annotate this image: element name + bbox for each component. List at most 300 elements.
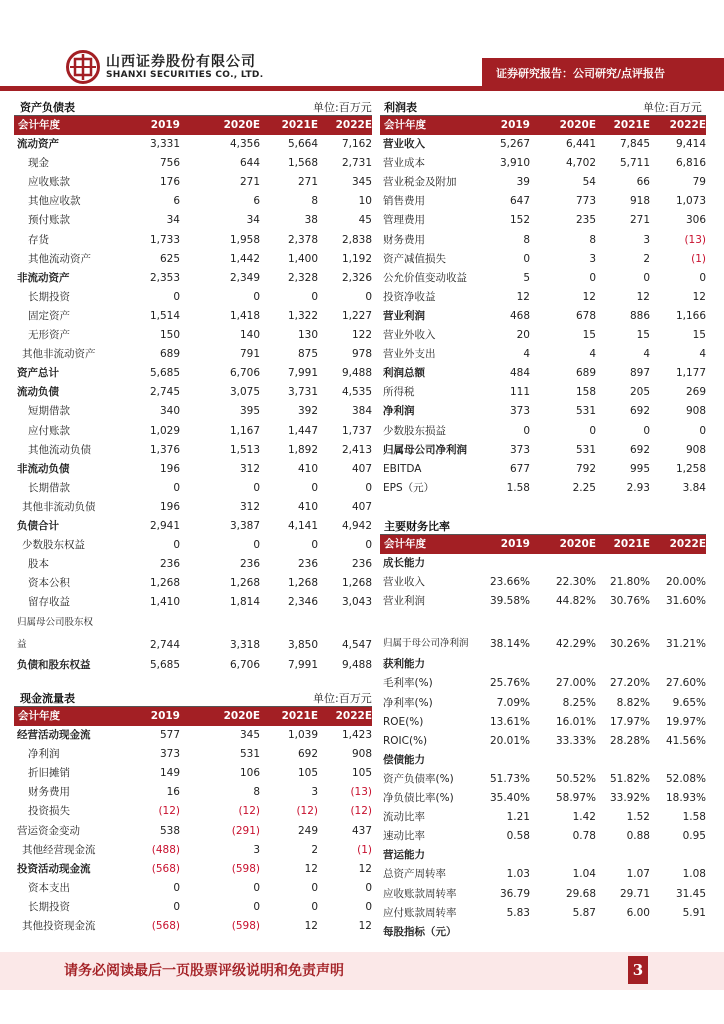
table-row	[380, 732, 706, 751]
cell-value: 5,711	[619, 157, 650, 170]
header-label: 会计年度	[14, 707, 126, 726]
cell-value: 1.03	[506, 868, 530, 881]
row-label: 长期投资	[28, 900, 70, 913]
cell-value: 15	[636, 329, 650, 342]
cell-value: 54	[582, 176, 596, 189]
cell-value: 20	[516, 329, 530, 342]
cell-value: 0	[173, 900, 180, 913]
row-label: EBITDA	[383, 462, 422, 475]
table-row	[14, 345, 372, 364]
table-row	[380, 173, 706, 192]
row-label: 股本	[28, 558, 49, 571]
cell-value: 0	[589, 424, 596, 437]
cell-value: 0	[699, 424, 706, 437]
cell-value: 8	[253, 786, 260, 799]
table-row	[380, 611, 706, 633]
row-label: 应付账款周转率	[383, 906, 457, 919]
cell-value: 0	[311, 539, 318, 552]
row-label: 投资净收益	[383, 290, 436, 303]
footer-disclaimer: 请务必阅读最后一页股票评级说明和免责声明	[64, 963, 344, 979]
row-label: 非流动资产	[17, 271, 70, 284]
cell-value: (598)	[231, 862, 260, 875]
cell-value	[180, 612, 260, 634]
cell-value: 1,400	[287, 252, 318, 265]
cell-value: (1)	[691, 252, 706, 265]
cell-value: 0	[643, 424, 650, 437]
row-label: 其他应收款	[28, 195, 81, 208]
header-year: 2022E	[650, 535, 706, 554]
table-row	[380, 885, 706, 904]
table-row	[380, 751, 706, 770]
cell-value: 1.21	[506, 811, 530, 824]
cell-value: 12	[304, 920, 318, 933]
cell-value: 10	[358, 195, 372, 208]
table-row	[14, 211, 372, 230]
cell-value: 484	[509, 367, 530, 380]
cell-value: 1,376	[149, 443, 180, 456]
cell-value: 692	[629, 443, 650, 456]
cell-value: 3	[643, 233, 650, 246]
cell-value	[650, 846, 706, 865]
row-label: 净利润	[28, 748, 60, 761]
cell-value	[530, 846, 596, 865]
cell-value: 1,733	[149, 233, 180, 246]
table-row	[14, 555, 372, 574]
income-statement-unit: 单位:百万元	[643, 101, 702, 114]
cell-value: 236	[239, 558, 260, 571]
cell-value: 677	[509, 462, 530, 475]
cell-value: 897	[629, 367, 650, 380]
ratios-title: 主要财务比率	[384, 520, 450, 533]
table-row	[14, 593, 372, 612]
cell-value: 9.65%	[672, 696, 706, 709]
cell-value: 395	[239, 405, 260, 418]
cell-value: 1,958	[229, 233, 260, 246]
table-row	[380, 904, 706, 923]
cell-value: 130	[297, 329, 318, 342]
cell-value: 140	[239, 329, 260, 342]
cashflow-unit: 单位:百万元	[313, 692, 372, 705]
cell-value: 271	[239, 176, 260, 189]
table-row	[380, 307, 706, 326]
table-row	[380, 345, 706, 364]
row-label: 归属于母公司净利润	[383, 638, 469, 650]
cell-value: 51.73%	[489, 772, 530, 785]
cell-value: 0	[365, 539, 372, 552]
cell-value: 33.92%	[609, 792, 650, 805]
cell-value: 2,326	[341, 271, 372, 284]
cell-value: 689	[159, 348, 180, 361]
cell-value: 625	[159, 252, 180, 265]
page-number: 3	[628, 956, 648, 984]
cell-value: 3,387	[229, 519, 260, 532]
row-label: 应收账款	[28, 176, 70, 189]
row-label: 每股指标（元）	[383, 925, 457, 938]
cell-value: 1,268	[229, 577, 260, 590]
cell-value: 158	[575, 386, 596, 399]
cell-value: 345	[351, 176, 372, 189]
table-row	[380, 154, 706, 173]
row-label: 流动负债	[17, 386, 59, 399]
cell-value: 15	[692, 329, 706, 342]
cell-value	[318, 612, 372, 634]
table-row	[14, 135, 372, 154]
cell-value: 16.01%	[555, 715, 596, 728]
company-logo-icon	[66, 50, 100, 84]
cell-value: 538	[159, 824, 180, 837]
cell-value: 105	[351, 767, 372, 780]
table-row	[380, 633, 706, 655]
row-label: 其他非流动资产	[22, 348, 96, 361]
cell-value: 51.82%	[609, 772, 650, 785]
table-row	[14, 250, 372, 269]
cell-value: 23.66%	[489, 576, 530, 589]
row-label: 营业利润	[383, 595, 425, 608]
cell-value: 7,991	[287, 367, 318, 380]
row-label: 营业外收入	[383, 329, 436, 342]
cell-value: 2	[311, 843, 318, 856]
cell-value: 20.01%	[489, 734, 530, 747]
cell-value: 12	[636, 290, 650, 303]
cell-value	[530, 923, 596, 942]
row-label: 其他流动资产	[28, 252, 91, 265]
cell-value: 0	[173, 881, 180, 894]
row-label: 其他非流动负债	[22, 500, 96, 513]
table-row	[14, 634, 372, 656]
row-label: 资产负债率(%)	[383, 772, 454, 785]
table-row	[380, 554, 706, 573]
cell-value	[530, 751, 596, 770]
row-label: 其他经营现金流	[22, 843, 96, 856]
cell-value: 2,328	[287, 271, 318, 284]
table-row	[14, 364, 372, 383]
cell-value: 5,664	[287, 138, 318, 151]
row-label: 资本支出	[28, 881, 70, 894]
cell-value: 0	[699, 271, 706, 284]
cell-value	[650, 751, 706, 770]
row-label: 销售费用	[383, 195, 425, 208]
header-label: 会计年度	[14, 116, 126, 135]
table-header-row	[380, 535, 706, 554]
header-year: 2020E	[530, 116, 596, 135]
cell-value: 0.58	[506, 830, 530, 843]
row-label: 短期借款	[28, 405, 70, 418]
cell-value	[596, 655, 650, 674]
row-label: 营业收入	[383, 138, 425, 151]
cell-value: 38.14%	[489, 638, 530, 651]
cell-value: 3,731	[287, 386, 318, 399]
cell-value: 1,410	[149, 596, 180, 609]
table-row	[380, 592, 706, 611]
cell-value: 50.52%	[555, 772, 596, 785]
cell-value: 36.79	[499, 887, 530, 900]
header-label: 会计年度	[380, 535, 488, 554]
cell-value: 8	[523, 233, 530, 246]
row-label: 营运资金变动	[17, 824, 80, 837]
cell-value: 773	[575, 195, 596, 208]
cell-value: 236	[159, 558, 180, 571]
cell-value: 1,514	[149, 309, 180, 322]
table-row	[14, 422, 372, 441]
cell-value: 52.08%	[665, 772, 706, 785]
row-label: 营运能力	[383, 849, 425, 862]
cell-value: 312	[239, 462, 260, 475]
cell-value: 176	[159, 176, 180, 189]
table-row	[380, 808, 706, 827]
cell-value: 12	[692, 290, 706, 303]
cashflow-table	[14, 707, 372, 936]
row-label: 应付账款	[28, 424, 70, 437]
cell-value: 0	[365, 481, 372, 494]
cell-value: 1,258	[675, 462, 706, 475]
cell-value: (291)	[231, 824, 260, 837]
cell-value: 1,418	[229, 309, 260, 322]
cell-value: 236	[297, 558, 318, 571]
row-label: 营业外支出	[383, 348, 436, 361]
header-year: 2021E	[596, 116, 650, 135]
header-year: 2019	[126, 116, 180, 135]
cell-value: 28.28%	[609, 734, 650, 747]
row-label: 毛利率(%)	[383, 677, 433, 690]
cell-value	[650, 655, 706, 674]
table-row	[380, 789, 706, 808]
table-row	[14, 822, 372, 841]
row-label: 资本公积	[28, 577, 70, 590]
cell-value: 792	[575, 462, 596, 475]
cell-value: 1,737	[341, 424, 372, 437]
cell-value: 0	[523, 424, 530, 437]
cell-value: 1,039	[287, 729, 318, 742]
cell-value: 105	[297, 767, 318, 780]
table-row	[14, 745, 372, 764]
row-label: 财务费用	[28, 786, 70, 799]
cell-value: 39	[516, 176, 530, 189]
cell-value	[650, 611, 706, 633]
cell-value: 45	[358, 214, 372, 227]
row-label: 其他流动负债	[28, 443, 91, 456]
row-label: 负债合计	[17, 519, 59, 532]
table-row	[380, 441, 706, 460]
cell-value: 122	[351, 329, 372, 342]
cell-value: 3	[589, 252, 596, 265]
cell-value: 0	[365, 290, 372, 303]
cell-value: 2.25	[572, 481, 596, 494]
cell-value: 2,346	[287, 596, 318, 609]
cell-value: 58.97%	[555, 792, 596, 805]
table-row	[380, 770, 706, 789]
table-row	[14, 498, 372, 517]
cell-value: 373	[159, 748, 180, 761]
cell-value: 33.33%	[555, 734, 596, 747]
table-row	[380, 573, 706, 592]
cell-value: 1,177	[675, 367, 706, 380]
cell-value: 4,141	[287, 519, 318, 532]
cell-value: 8	[311, 195, 318, 208]
table-row	[14, 764, 372, 783]
balance-sheet-unit: 单位:百万元	[313, 101, 372, 114]
cell-value: 531	[239, 748, 260, 761]
table-row	[14, 536, 372, 555]
cell-value: 407	[351, 500, 372, 513]
row-label: 获利能力	[383, 658, 425, 671]
cell-value: 0.95	[682, 830, 706, 843]
cell-value: (12)	[238, 805, 260, 818]
table-row	[380, 655, 706, 674]
cell-value: 1,268	[341, 577, 372, 590]
header-year: 2020E	[530, 535, 596, 554]
row-label: 现金	[28, 157, 49, 170]
cell-value: 34	[166, 214, 180, 227]
cell-value: 9,488	[341, 367, 372, 380]
cell-value: (1)	[357, 843, 372, 856]
cell-value: 16	[166, 786, 180, 799]
row-label: 流动比率	[383, 811, 425, 824]
cell-value: 236	[351, 558, 372, 571]
cell-value: 2	[643, 252, 650, 265]
cell-value: 6,706	[229, 367, 260, 380]
row-label: 投资损失	[28, 805, 70, 818]
row-label: ROIC(%)	[383, 734, 428, 747]
cell-value: 1,447	[287, 424, 318, 437]
row-label: 益	[17, 639, 27, 651]
income-statement-title: 利润表	[384, 101, 417, 114]
row-label: 营业成本	[383, 157, 425, 170]
cell-value: 35.40%	[489, 792, 530, 805]
cell-value: 410	[297, 500, 318, 513]
cell-value	[596, 611, 650, 633]
row-label: 长期借款	[28, 481, 70, 494]
cell-value: 0	[365, 881, 372, 894]
cell-value: 205	[629, 386, 650, 399]
table-row	[14, 192, 372, 211]
table-row	[14, 517, 372, 536]
header-year: 2022E	[318, 707, 372, 726]
cell-value: 3,075	[229, 386, 260, 399]
cell-value: 271	[629, 214, 650, 227]
cell-value	[488, 554, 530, 573]
table-row	[14, 231, 372, 250]
cell-value: 1.52	[626, 811, 650, 824]
table-row	[380, 923, 706, 942]
cell-value	[530, 611, 596, 633]
table-row	[14, 326, 372, 345]
cell-value: 2,941	[149, 519, 180, 532]
cell-value: 1,227	[341, 309, 372, 322]
table-row	[14, 173, 372, 192]
cell-value: 271	[297, 176, 318, 189]
cell-value: 2,413	[341, 443, 372, 456]
row-label: ROE(%)	[383, 715, 424, 728]
cell-value: 5.87	[572, 906, 596, 919]
cell-value: 4	[589, 348, 596, 361]
table-row	[380, 865, 706, 884]
cell-value: (12)	[158, 805, 180, 818]
cell-value: 908	[351, 748, 372, 761]
table-row	[380, 674, 706, 693]
cell-value: 468	[509, 309, 530, 322]
row-label: 预付账款	[28, 214, 70, 227]
cell-value: 7,991	[287, 659, 318, 672]
row-label: 流动资产	[17, 138, 59, 151]
table-row	[380, 846, 706, 865]
table-row	[380, 694, 706, 713]
cell-value: 3,850	[287, 639, 318, 652]
table-row	[380, 269, 706, 288]
cell-value: 21.80%	[609, 576, 650, 589]
cell-value: 150	[159, 329, 180, 342]
cell-value: 1,268	[287, 577, 318, 590]
table-row	[380, 402, 706, 421]
header-year: 2019	[126, 707, 180, 726]
cell-value: 31.21%	[665, 638, 706, 651]
cell-value: 3.84	[682, 481, 706, 494]
cell-value: 3,910	[499, 157, 530, 170]
table-row	[14, 783, 372, 802]
table-row	[14, 288, 372, 307]
cell-value: 0	[365, 900, 372, 913]
cell-value	[596, 846, 650, 865]
cell-value: 25.76%	[489, 677, 530, 690]
cell-value: 7,845	[619, 138, 650, 151]
cell-value: 18.93%	[665, 792, 706, 805]
row-label	[380, 611, 488, 633]
cell-value: 678	[575, 309, 596, 322]
cell-value: 312	[239, 500, 260, 513]
cell-value: (13)	[684, 233, 706, 246]
cell-value: 29.68	[565, 887, 596, 900]
row-label: 折旧摊销	[28, 767, 70, 780]
cell-value: (568)	[151, 920, 180, 933]
cell-value: 2,745	[149, 386, 180, 399]
cell-value: 908	[685, 443, 706, 456]
row-label: 所得税	[383, 386, 415, 399]
row-label: 非流动负债	[17, 462, 70, 475]
cell-value: 1,073	[675, 195, 706, 208]
cell-value: 0	[311, 881, 318, 894]
row-label: 归属母公司净利润	[383, 443, 467, 456]
table-row	[380, 211, 706, 230]
cell-value: 407	[351, 462, 372, 475]
cell-value: 1,322	[287, 309, 318, 322]
cell-value: 31.60%	[665, 595, 706, 608]
report-type-banner: 证券研究报告：公司研究/点评报告	[482, 58, 724, 90]
row-label: 留存收益	[28, 596, 70, 609]
cell-value: 12	[358, 920, 372, 933]
cell-value: 908	[685, 405, 706, 418]
cell-value: 1.08	[682, 868, 706, 881]
cell-value: 7.09%	[496, 696, 530, 709]
cell-value: 30.76%	[609, 595, 650, 608]
cell-value: 875	[297, 348, 318, 361]
cell-value: 0	[253, 539, 260, 552]
row-label: 负债和股东权益	[17, 659, 91, 672]
cell-value: 12	[516, 290, 530, 303]
cell-value: 4,535	[341, 386, 372, 399]
cell-value	[488, 655, 530, 674]
cell-value: 373	[509, 443, 530, 456]
cell-value	[596, 923, 650, 942]
cell-value: (488)	[151, 843, 180, 856]
table-row	[14, 307, 372, 326]
cell-value: 111	[509, 386, 530, 399]
cell-value: 4,547	[341, 639, 372, 652]
row-label: 少数股东权益	[22, 539, 85, 552]
row-label: 营业税金及附加	[383, 176, 457, 189]
cell-value: 410	[297, 462, 318, 475]
table-row	[380, 713, 706, 732]
cell-value: 3	[253, 843, 260, 856]
cell-value: 38	[304, 214, 318, 227]
